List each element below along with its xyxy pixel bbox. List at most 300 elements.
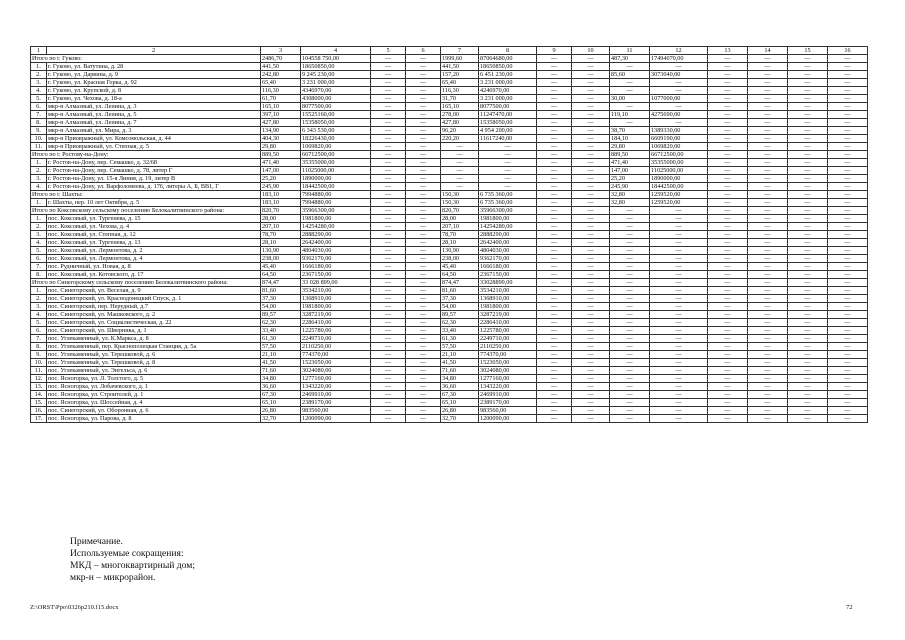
value-cell: — — [537, 151, 572, 159]
value-cell: — — [788, 119, 828, 127]
value-cell: — — [610, 239, 650, 247]
value-cell: — — [828, 287, 868, 295]
address-cell: пос. Углекаменный, ул. Терешковой, д. 6 — [47, 351, 261, 359]
value-cell: — — [406, 415, 441, 423]
value-cell: 2642400,00 — [479, 239, 537, 247]
value-cell: — — [708, 111, 748, 119]
value-cell: 134,90 — [261, 127, 301, 135]
value-cell: — — [748, 79, 788, 87]
value-cell: 889,50 — [261, 151, 301, 159]
value-cell: — — [406, 223, 441, 231]
value-cell: — — [748, 383, 788, 391]
value-cell: 89,57 — [441, 311, 479, 319]
value-cell: — — [828, 415, 868, 423]
value-cell: — — [748, 295, 788, 303]
value-cell: — — [788, 367, 828, 375]
value-cell: — — [828, 95, 868, 103]
value-cell: — — [650, 343, 708, 351]
value-cell: — — [371, 263, 406, 271]
value-cell: — — [441, 183, 479, 191]
value-cell: — — [572, 151, 610, 159]
value-cell: — — [650, 231, 708, 239]
value-cell: — — [537, 207, 572, 215]
table-row — [31, 239, 868, 247]
value-cell: 397,10 — [261, 111, 301, 119]
value-cell: — — [537, 191, 572, 199]
value-cell: — — [708, 143, 748, 151]
table-row — [31, 327, 868, 335]
value-cell: — — [748, 407, 788, 415]
value-cell: — — [650, 79, 708, 87]
address-cell: пос. Углекаменный, ул. Энгельса, д. 6 — [47, 367, 261, 375]
value-cell: — — [610, 335, 650, 343]
value-cell: 37,30 — [441, 295, 479, 303]
table-row — [31, 311, 868, 319]
value-cell: — — [708, 119, 748, 127]
value-cell: 35966300,00 — [479, 207, 537, 215]
table-row — [31, 399, 868, 407]
value-cell: — — [708, 311, 748, 319]
address-cell: пос. Синегорский, ул. Веселая, д. 9 — [47, 287, 261, 295]
address-cell: пос. Коксовый, ул. Лермонтова, д. 2 — [47, 247, 261, 255]
value-cell: — — [708, 319, 748, 327]
address-cell: пос. Коксовый, ул. Степная, д. 12 — [47, 231, 261, 239]
value-cell: — — [788, 351, 828, 359]
row-number: 1. — [31, 287, 47, 295]
column-number-header: 16 — [828, 47, 868, 55]
value-cell: — — [479, 167, 537, 175]
value-cell: — — [371, 295, 406, 303]
value-cell: — — [406, 399, 441, 407]
value-cell: — — [708, 55, 748, 63]
value-cell: — — [708, 359, 748, 367]
value-cell: — — [610, 119, 650, 127]
value-cell: 87064680,00 — [479, 55, 537, 63]
value-cell: — — [371, 247, 406, 255]
value-cell: — — [537, 247, 572, 255]
value-cell: — — [788, 71, 828, 79]
address-cell: пос. Углекаменный, пер. Краснополецкая Станция, д. 5а — [47, 343, 261, 351]
value-cell: — — [406, 255, 441, 263]
value-cell: 471,40 — [610, 159, 650, 167]
value-cell: — — [828, 255, 868, 263]
value-cell: — — [537, 63, 572, 71]
table-row — [31, 367, 868, 375]
address-cell: пос. Коксовый, ул. Тургенева, д. 13 — [47, 239, 261, 247]
value-cell: 65,40 — [441, 79, 479, 87]
value-cell: — — [406, 183, 441, 191]
address-cell: пос. Ясногорка, ул. Парова, д. 8 — [47, 415, 261, 423]
data-table — [30, 46, 868, 423]
value-cell: — — [537, 143, 572, 151]
value-cell: 14254280,00 — [479, 223, 537, 231]
value-cell: — — [406, 127, 441, 135]
value-cell: 1077000,00 — [650, 95, 708, 103]
value-cell: 18650850,00 — [301, 63, 371, 71]
value-cell: 1999,60 — [441, 55, 479, 63]
value-cell: — — [828, 231, 868, 239]
value-cell: — — [371, 55, 406, 63]
value-cell: — — [708, 151, 748, 159]
value-cell: — — [371, 167, 406, 175]
column-number-header: 8 — [479, 47, 537, 55]
table-row — [31, 87, 868, 95]
value-cell: 71,60 — [261, 367, 301, 375]
table-row — [31, 167, 868, 175]
value-cell: 157,20 — [441, 71, 479, 79]
value-cell: — — [572, 95, 610, 103]
value-cell: 64,50 — [261, 271, 301, 279]
value-cell: — — [406, 159, 441, 167]
value-cell: 183,10 — [261, 191, 301, 199]
address-cell: пос. Углекаменный, ул. К.Маркса, д. 8 — [47, 335, 261, 343]
value-cell: — — [788, 399, 828, 407]
value-cell: — — [650, 119, 708, 127]
address-cell: г. Гуково, ул. Дарвина, д. 9 — [47, 71, 261, 79]
value-cell: 45,40 — [441, 263, 479, 271]
value-cell: 774370,00 — [301, 351, 371, 359]
value-cell: — — [788, 63, 828, 71]
value-cell: — — [371, 183, 406, 191]
value-cell: — — [708, 351, 748, 359]
total-row — [31, 207, 868, 215]
value-cell: — — [708, 223, 748, 231]
value-cell: — — [708, 167, 748, 175]
row-number: 2. — [31, 167, 47, 175]
value-cell: — — [537, 311, 572, 319]
value-cell: — — [610, 343, 650, 351]
value-cell: — — [371, 271, 406, 279]
value-cell: — — [441, 167, 479, 175]
note-abbrev-heading: Используемые сокращения: — [70, 548, 184, 559]
table-row — [31, 263, 868, 271]
table-row — [31, 103, 868, 111]
value-cell: — — [788, 407, 828, 415]
value-cell: 874,47 — [261, 279, 301, 287]
value-cell: 3 231 000,00 — [301, 79, 371, 87]
value-cell: — — [371, 159, 406, 167]
value-cell: — — [371, 71, 406, 79]
value-cell: — — [610, 287, 650, 295]
address-cell: г. Гуково, ул. Крупской, д. 8 — [47, 87, 261, 95]
value-cell: — — [572, 351, 610, 359]
value-cell: 820,70 — [261, 207, 301, 215]
value-cell: — — [371, 351, 406, 359]
column-number-header: 6 — [406, 47, 441, 55]
address-cell: пос. Ясногорка, ул. Лобачевского, д. 1 — [47, 383, 261, 391]
value-cell: — — [537, 399, 572, 407]
value-cell: — — [748, 255, 788, 263]
value-cell: 81,60 — [261, 287, 301, 295]
value-cell: — — [788, 151, 828, 159]
value-cell: — — [610, 231, 650, 239]
row-number: 8. — [31, 119, 47, 127]
value-cell: — — [650, 311, 708, 319]
table-row — [31, 63, 868, 71]
table-row — [31, 215, 868, 223]
value-cell: — — [788, 343, 828, 351]
value-cell: 441,50 — [261, 63, 301, 71]
value-cell: — — [537, 71, 572, 79]
value-cell: — — [537, 183, 572, 191]
table-row — [31, 159, 868, 167]
value-cell: — — [572, 175, 610, 183]
value-cell: — — [650, 255, 708, 263]
value-cell: — — [748, 143, 788, 151]
value-cell: 18226430,00 — [301, 135, 371, 143]
value-cell: 245,90 — [261, 183, 301, 191]
value-cell: — — [371, 255, 406, 263]
value-cell: — — [748, 367, 788, 375]
value-cell: — — [788, 143, 828, 151]
value-cell: — — [708, 271, 748, 279]
value-cell: — — [537, 175, 572, 183]
value-cell: — — [610, 79, 650, 87]
value-cell: 35966300,00 — [301, 207, 371, 215]
value-cell: — — [610, 319, 650, 327]
value-cell: — — [610, 359, 650, 367]
value-cell: 404,30 — [261, 135, 301, 143]
value-cell: — — [371, 103, 406, 111]
value-cell: 184,10 — [610, 135, 650, 143]
value-cell: — — [406, 335, 441, 343]
value-cell: — — [788, 391, 828, 399]
value-cell: 2486,70 — [261, 55, 301, 63]
value-cell: — — [537, 287, 572, 295]
value-cell: — — [537, 95, 572, 103]
value-cell: — — [748, 247, 788, 255]
value-cell: 17494070,00 — [650, 55, 708, 63]
value-cell: — — [650, 239, 708, 247]
value-cell: — — [371, 207, 406, 215]
value-cell: — — [371, 215, 406, 223]
value-cell: — — [650, 319, 708, 327]
value-cell: 4308000,00 — [301, 95, 371, 103]
value-cell: — — [537, 375, 572, 383]
value-cell: 427,80 — [261, 119, 301, 127]
value-cell: — — [708, 199, 748, 207]
value-cell: 8077500,00 — [301, 103, 371, 111]
table-row — [31, 127, 868, 135]
value-cell: — — [537, 343, 572, 351]
value-cell: — — [371, 239, 406, 247]
value-cell: — — [371, 399, 406, 407]
value-cell: — — [572, 239, 610, 247]
value-cell: — — [371, 327, 406, 335]
value-cell: — — [406, 71, 441, 79]
value-cell: — — [537, 295, 572, 303]
value-cell: 2888290,00 — [479, 231, 537, 239]
value-cell: 104558 750,00 — [301, 55, 371, 63]
value-cell: — — [479, 143, 537, 151]
value-cell: — — [537, 223, 572, 231]
value-cell: — — [748, 263, 788, 271]
value-cell: — — [572, 63, 610, 71]
value-cell: 62,30 — [261, 319, 301, 327]
value-cell: 6 343 530,00 — [301, 127, 371, 135]
value-cell: — — [788, 135, 828, 143]
value-cell: 1890000,00 — [301, 175, 371, 183]
value-cell: — — [406, 167, 441, 175]
value-cell: — — [572, 127, 610, 135]
value-cell: 37,30 — [261, 295, 301, 303]
value-cell: — — [748, 207, 788, 215]
total-row — [31, 279, 868, 287]
value-cell: 14254280,00 — [301, 223, 371, 231]
value-cell: — — [610, 303, 650, 311]
address-cell: г. Ростов-на-Дону, пер. Семашко, д. 78, литер Г — [47, 167, 261, 175]
value-cell: 26,80 — [261, 407, 301, 415]
value-cell: 471,40 — [261, 159, 301, 167]
row-number: 10. — [31, 135, 47, 143]
value-cell: — — [828, 399, 868, 407]
value-cell: 1666180,00 — [301, 263, 371, 271]
value-cell: 11025000,00 — [650, 167, 708, 175]
value-cell: 29,80 — [610, 143, 650, 151]
value-cell: 7994880,00 — [301, 191, 371, 199]
value-cell: — — [537, 415, 572, 423]
value-cell: — — [650, 271, 708, 279]
value-cell: — — [610, 263, 650, 271]
value-cell: 874,47 — [441, 279, 479, 287]
row-number: 12. — [31, 375, 47, 383]
value-cell: — — [708, 239, 748, 247]
value-cell: 33028899,00 — [479, 279, 537, 287]
row-number: 4. — [31, 87, 47, 95]
value-cell: — — [537, 303, 572, 311]
address-cell: г. Ростов-на-Дону, пер. Семашко, д. 32/68 — [47, 159, 261, 167]
value-cell: — — [371, 119, 406, 127]
value-cell: 3073040,00 — [650, 71, 708, 79]
value-cell: 183,10 — [261, 199, 301, 207]
value-cell: — — [828, 367, 868, 375]
total-row — [31, 151, 868, 159]
value-cell: 6 735 360,00 — [479, 199, 537, 207]
value-cell: — — [537, 351, 572, 359]
value-cell: — — [537, 367, 572, 375]
value-cell: 4804030,00 — [301, 247, 371, 255]
address-cell: пос. Коксовый, ул. Лермонтова, д. 4 — [47, 255, 261, 263]
value-cell: — — [479, 175, 537, 183]
value-cell: 9 245 230,00 — [301, 71, 371, 79]
row-number: 2. — [31, 295, 47, 303]
value-cell: — — [610, 215, 650, 223]
value-cell: — — [406, 359, 441, 367]
value-cell: — — [748, 399, 788, 407]
value-cell: — — [788, 375, 828, 383]
value-cell: — — [650, 263, 708, 271]
value-cell: — — [748, 391, 788, 399]
value-cell: 6 735 360,00 — [479, 191, 537, 199]
value-cell: — — [572, 303, 610, 311]
value-cell: — — [828, 87, 868, 95]
value-cell: — — [788, 183, 828, 191]
value-cell: — — [371, 151, 406, 159]
value-cell: 2249710,00 — [301, 335, 371, 343]
value-cell: 774370,00 — [479, 351, 537, 359]
value-cell: — — [748, 359, 788, 367]
value-cell: — — [828, 55, 868, 63]
value-cell: 4275690,00 — [650, 111, 708, 119]
row-number: 11. — [31, 367, 47, 375]
value-cell: — — [748, 199, 788, 207]
value-cell: — — [610, 247, 650, 255]
value-cell: — — [572, 247, 610, 255]
value-cell: 2367150,00 — [301, 271, 371, 279]
value-cell: 1225780,00 — [301, 327, 371, 335]
row-number: 3. — [31, 79, 47, 87]
value-cell: — — [371, 231, 406, 239]
value-cell: — — [371, 415, 406, 423]
value-cell: — — [828, 215, 868, 223]
row-number: 5. — [31, 95, 47, 103]
value-cell: — — [610, 223, 650, 231]
value-cell: 66712500,00 — [301, 151, 371, 159]
value-cell: — — [828, 247, 868, 255]
value-cell: — — [371, 127, 406, 135]
value-cell: — — [788, 127, 828, 135]
table-row — [31, 303, 868, 311]
value-cell: — — [828, 183, 868, 191]
value-cell: — — [650, 287, 708, 295]
value-cell: — — [828, 111, 868, 119]
value-cell: — — [828, 327, 868, 335]
value-cell: 238,00 — [261, 255, 301, 263]
value-cell: — — [708, 71, 748, 79]
address-cell: пос. Ясногорка, ул. Шоссейная, д. 4 — [47, 399, 261, 407]
row-number: 5. — [31, 319, 47, 327]
address-cell: мкр-н Алмазный, ул. Ленина, д. 7 — [47, 119, 261, 127]
value-cell: 26,80 — [441, 407, 479, 415]
value-cell: — — [828, 351, 868, 359]
value-cell: — — [406, 231, 441, 239]
value-cell: — — [572, 87, 610, 95]
page-number: 72 — [846, 604, 853, 611]
value-cell: 1069820,00 — [650, 143, 708, 151]
value-cell: — — [537, 279, 572, 287]
table-row — [31, 287, 868, 295]
address-cell: г. Гуково, ул. Ватутина, д. 28 — [47, 63, 261, 71]
value-cell: — — [788, 311, 828, 319]
value-cell: — — [788, 359, 828, 367]
value-cell: — — [572, 103, 610, 111]
value-cell: — — [748, 159, 788, 167]
value-cell: — — [788, 327, 828, 335]
value-cell: 21,10 — [261, 351, 301, 359]
row-number: 16. — [31, 407, 47, 415]
value-cell: — — [537, 383, 572, 391]
value-cell: 1069820,00 — [301, 143, 371, 151]
value-cell: — — [406, 319, 441, 327]
value-cell: 2110250,00 — [301, 343, 371, 351]
table-row — [31, 135, 868, 143]
row-number: 5. — [31, 247, 47, 255]
value-cell: — — [788, 319, 828, 327]
value-cell: — — [828, 199, 868, 207]
value-cell: — — [788, 239, 828, 247]
value-cell: — — [572, 311, 610, 319]
value-cell: 2286410,00 — [301, 319, 371, 327]
value-cell: — — [650, 391, 708, 399]
value-cell: — — [371, 375, 406, 383]
column-number-header: 2 — [47, 47, 261, 55]
value-cell: — — [650, 223, 708, 231]
value-cell: 207,10 — [261, 223, 301, 231]
value-cell: 889,50 — [610, 151, 650, 159]
value-cell: — — [572, 135, 610, 143]
value-cell: — — [406, 215, 441, 223]
address-cell: пос. Синегорский, ул. Оборонная, д. 6 — [47, 407, 261, 415]
